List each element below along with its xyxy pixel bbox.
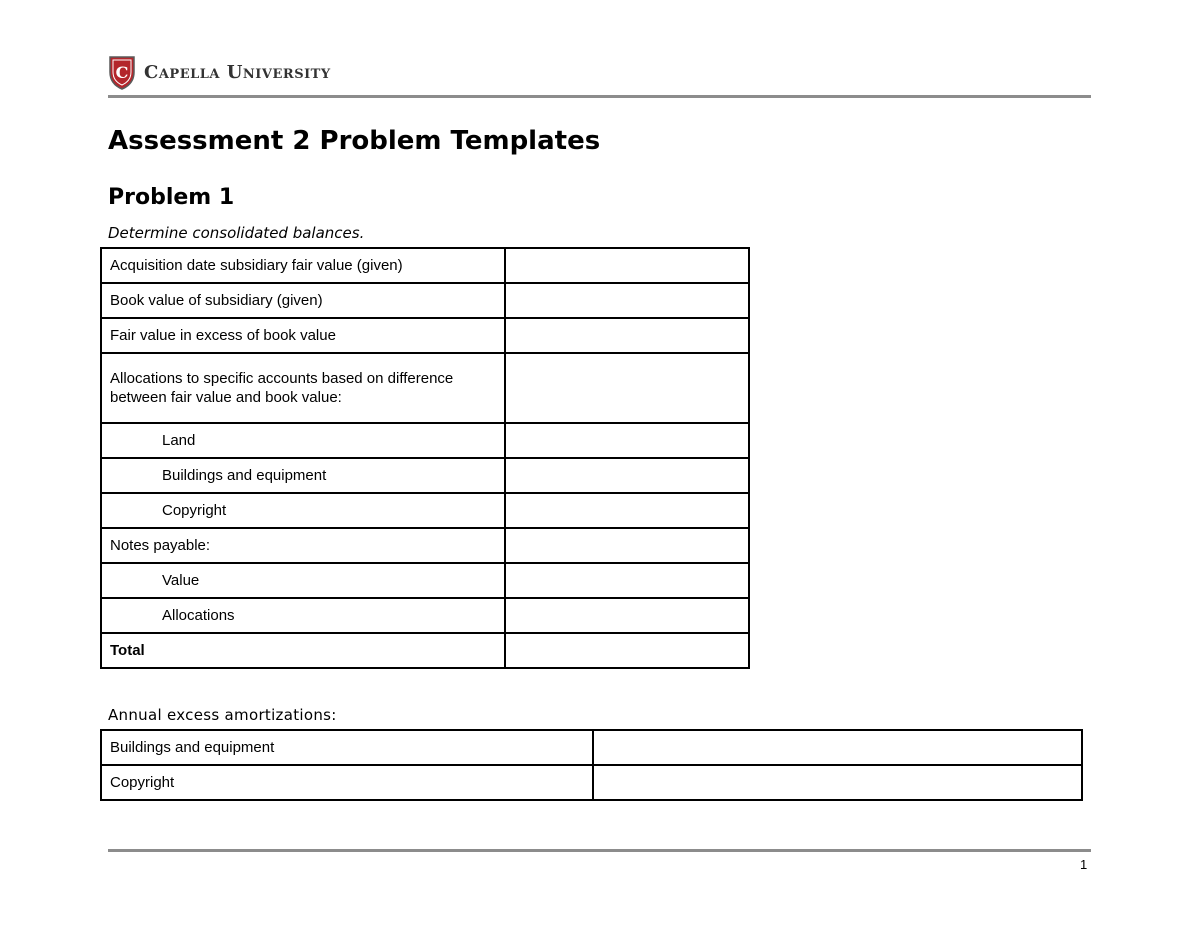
row-label: Land — [101, 423, 505, 458]
row-label: Acquisition date subsidiary fair value (given) — [101, 248, 505, 283]
svg-text:C: C — [115, 63, 129, 82]
capella-logo — [108, 54, 331, 90]
problem-heading: Problem 1 — [108, 185, 235, 210]
value-cell[interactable] — [505, 528, 749, 563]
logo-text: Capella University — [144, 61, 331, 83]
table-row — [101, 765, 1082, 800]
amortization-table — [100, 729, 1083, 801]
value-cell[interactable] — [505, 563, 749, 598]
table-row — [101, 423, 749, 458]
value-cell[interactable] — [505, 633, 749, 668]
value-cell[interactable] — [505, 458, 749, 493]
problem-instruction: Determine consolidated balances. — [108, 224, 365, 242]
table-row — [101, 528, 749, 563]
consolidated-balances-table — [100, 247, 750, 669]
table-row — [101, 598, 749, 633]
table-row — [101, 493, 749, 528]
row-label: Value — [101, 563, 505, 598]
table-row — [101, 458, 749, 493]
row-label: Buildings and equipment — [101, 458, 505, 493]
row-label: Fair value in excess of book value — [101, 318, 505, 353]
value-cell[interactable] — [505, 598, 749, 633]
table-row — [101, 353, 749, 423]
value-cell[interactable] — [505, 493, 749, 528]
row-label: Buildings and equipment — [101, 730, 593, 765]
document-title: Assessment 2 Problem Templates — [108, 126, 601, 156]
table-row — [101, 318, 749, 353]
value-cell[interactable] — [505, 423, 749, 458]
value-cell[interactable] — [505, 318, 749, 353]
capella-shield-icon — [108, 54, 136, 90]
value-cell[interactable] — [593, 730, 1082, 765]
value-cell[interactable] — [505, 283, 749, 318]
amortization-label: Annual excess amortizations: — [108, 706, 337, 724]
row-label: Allocations to specific accounts based on difference between fair value and book value: — [101, 353, 505, 423]
row-label: Copyright — [101, 493, 505, 528]
table-row — [101, 563, 749, 598]
row-label: Copyright — [101, 765, 593, 800]
value-cell[interactable] — [505, 353, 749, 423]
footer-divider — [108, 849, 1091, 852]
header-divider — [108, 95, 1091, 98]
table-row — [101, 730, 1082, 765]
value-cell[interactable] — [593, 765, 1082, 800]
table-row — [101, 633, 749, 668]
row-label: Total — [101, 633, 505, 668]
row-label: Notes payable: — [101, 528, 505, 563]
page-number: 1 — [1080, 857, 1088, 872]
row-label: Book value of subsidiary (given) — [101, 283, 505, 318]
table-row — [101, 283, 749, 318]
row-label: Allocations — [101, 598, 505, 633]
table-row — [101, 248, 749, 283]
value-cell[interactable] — [505, 248, 749, 283]
